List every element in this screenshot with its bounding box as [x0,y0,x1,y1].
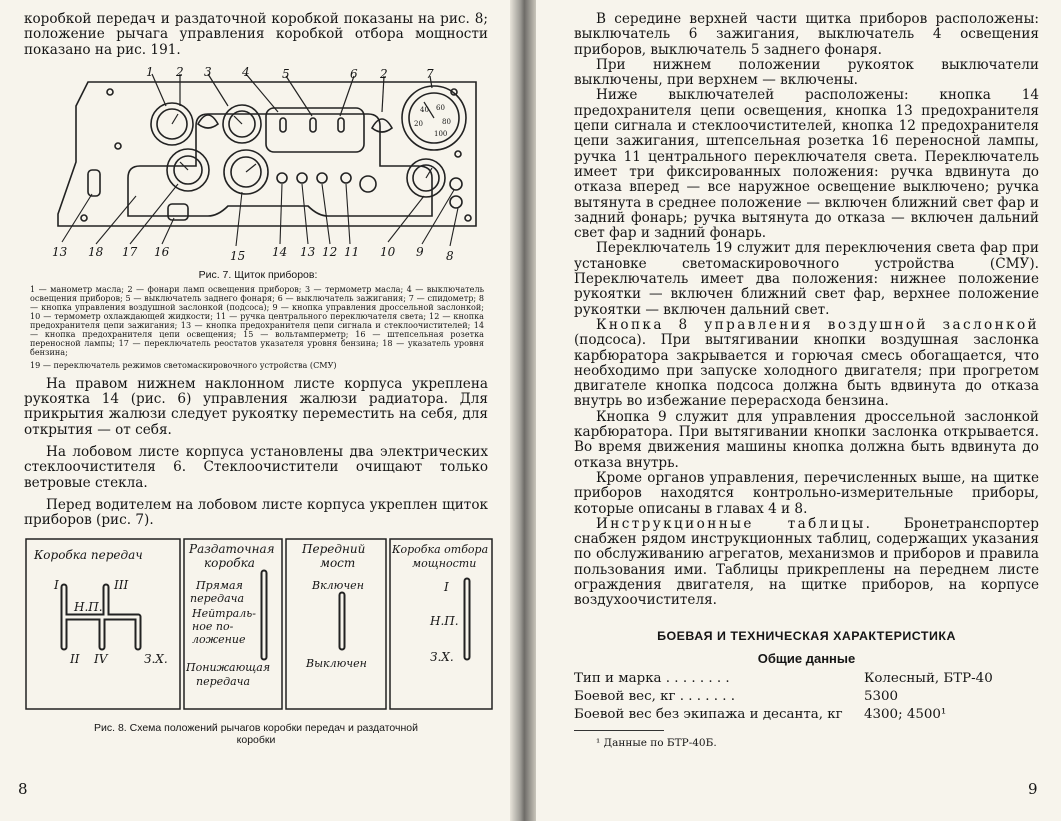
transfer-label-6: Понижающая [186,660,271,674]
page-number-left: 8 [18,780,28,798]
pto-reverse: З.Х. [430,649,454,664]
callout-5: 5 [282,66,290,81]
callout-1: 1 [146,65,154,79]
paragraph-switches: В середине верхней части щитка приборов расположены: выключатель 6 зажигания, выключатель 4 освещения приборов, выключатель 5 заднего фонаря. [574,11,1039,58]
callout-3: 3 [204,65,212,79]
figure-7-legend-last: 19 — переключатель режимов светомаскировочного устройства (СМУ) [30,359,337,370]
figure-7 [28,66,488,370]
right-page [536,0,1061,821]
intro-paragraph: коробкой передач и раздаточной коробкой показаны на рис. 8; положение рычага управления коробкой отбора мощности показано на рис. 191. [24,11,488,58]
instrument-panel-drawing [28,66,490,262]
figure-7-legend: 1 — манометр масла; 2 — фонари ламп освещения приборов; 3 — термометр масла; 4 — выключатель освещения приборов; 5 — выключатель заднего фонаря; 6 — выключатель зажигания; 7 — спидометр; 8 — кнопка управления воздушной заслонкой (подсоса); 9 — кнопка управления дроссельной заслонкой; 10 — термометр охлаждающей жидкости; 11 — ручка центрального переключателя света; 12 — кнопка предохранителя цепи зажигания; 13 — кнопка предохранителя цепи сигнала и стеклоочистителей; 14 — кнопка предохранителя цепи освещения; 15 — вольтамперметр; 16 — штепсельная розетка переносной лампы; 17 — переключатель реостатов указателя уровня бензина; 18 — указатель уровня бензина; [30,283,484,357]
figure-8-caption-2: коробки [236,733,276,746]
spec-row [574,688,1039,706]
callout-6: 6 [350,66,358,81]
gauge-label-100: 100 [434,129,448,138]
gear-1: I [54,577,59,592]
callout-13: 13 [52,244,68,259]
spec-value: Колесный, БТР-40 [864,670,993,686]
gear-reverse: З.Х. [144,651,168,666]
spec-key: Боевой вес, кг . . . . . . . [574,688,736,704]
gear-4: IV [94,651,108,666]
callout-7: 7 [426,66,434,81]
paragraph-positions: При нижнем положении рукояток выключатели выключены, при верхнем — включены. [574,56,1039,89]
transfer-label-2: передача [190,591,245,605]
gear-neutral: Н.П. [74,599,103,614]
pto-1: I [444,579,449,594]
callout-17: 17 [122,244,138,259]
callout-8: 8 [446,248,454,262]
paragraph-tables [574,517,1039,609]
callout-13b: 13 [300,244,316,259]
spec-row [574,706,1039,724]
callout-4: 4 [242,65,250,79]
figure-8-caption-1: Рис. 8. Схема положений рычагов коробки передач и раздаточной [93,721,418,734]
transfer-label-3: Нейтраль- [192,606,256,620]
transfer-title-2: коробка [204,555,255,570]
paragraph-panel: Перед водителем на лобовом листе корпуса укреплен щиток приборов (рис. 7). [24,496,488,529]
gearbox-title: Коробка передач [34,547,143,562]
figure-8 [24,537,488,746]
axle-title-2: мост [320,555,356,570]
choke-heading: Кнопка 8 управления воздушной заслонкой [596,316,1039,333]
spec-key: Тип и марка . . . . . . . . [574,670,730,686]
transfer-title-1: Раздаточная [189,541,275,556]
left-page [0,0,510,821]
choke-text: (подсоса). При вытягивании кнопки воздушная заслонка карбюратора закрывается и горючая смесь обогащается, что необходимо при запуске холодного двигателя; при прогретом двигателе кнопка подсоса должна быть вдвинута до отказа внутрь во избежание перерасхода бензина. [574,332,1039,410]
callout-18: 18 [88,244,104,259]
paragraph-wipers: На лобовом листе корпуса установлены два электрических стеклоочистителя 6. Стеклоочистители очищают только ветровые стекла. [24,444,488,491]
callout-14: 14 [272,244,288,259]
callout-16: 16 [154,244,170,259]
callout-10: 10 [380,244,396,259]
axle-off: Выключен [306,656,367,670]
footnote-rule [574,730,664,731]
callout-11: 11 [344,244,360,259]
page-number-right: 9 [1028,780,1038,798]
gear-3: III [114,577,129,592]
tables-heading: Инструкционные таблицы. [596,515,873,532]
paragraph-buttons: Ниже выключателей расположены: кнопка 14 предохранителя цепи освещения, кнопка 13 предохранителя цепи сигнала и стеклоочистителей, кнопка 12 предохранителя цепи зажигания, штепсельная розетка 16 переносной лампы, ручка 11 центрального переключателя света. Переключатель имеет три фиксированных положения: ручка вдвинута до отказа вперед — все наружное освещение выключено; ручка вытянута в среднее положение — включен ближний свет фар и задний фонарь; ручка вытянута до отказа — включен дальний свет фар и задний фонарь. [574,87,1039,242]
callout-12: 12 [322,244,338,259]
figure-7-caption: Рис. 7. Щиток приборов: [198,268,318,281]
axle-on: Включен [312,578,364,592]
pto-title-1: Коробка отбора [392,542,489,556]
gear-2: II [70,651,80,666]
transfer-label-4: ное по- [192,619,234,633]
lever-diagram [24,537,494,715]
book-gutter [510,0,536,821]
section-title: БОЕВАЯ И ТЕХНИЧЕСКАЯ ХАРАКТЕРИСТИКА [657,628,956,643]
spec-key: Боевой вес без экипажа и десанта, кг [574,706,843,722]
gauge-label-60: 60 [436,103,445,112]
callout-15: 15 [230,248,246,262]
paragraph-instruments: Кроме органов управления, перечисленных выше, на щитке приборов находятся контрольно-измерительные приборы, которые описаны в главах 4 и 8. [574,469,1039,517]
spec-value: 5300 [864,688,899,704]
axle-title-1: Передний [302,541,366,556]
gauge-label-40: 40 [420,105,429,114]
paragraph-throttle: Кнопка 9 служит для управления дроссельной заслонкой карбюратора. При вытягивании кнопки заслонка открывается. Во время движения машины кнопка должна быть вдвинута до отказа внутрь. [574,408,1039,471]
paragraph-choke [574,318,1039,410]
pto-title-2: мощности [412,556,477,570]
paragraph-radiator: На правом нижнем наклонном листе корпуса укреплена рукоятка 14 (рис. 6) управления жалюзи радиатора. Для прикрытия жалюзи следует рукоятку переместить на себя, для открытия — от себя. [24,375,488,438]
transfer-label-7: передача [196,674,251,688]
callout-2b: 2 [380,66,388,81]
subsection-title: Общие данные [757,650,856,666]
spec-value: 4300; 4500¹ [864,706,947,722]
callout-9: 9 [416,244,424,259]
gauge-label-80: 80 [442,117,451,126]
pto-neutral: Н.П. [430,613,459,628]
transfer-label-1: Прямая [196,578,243,592]
footnote: ¹ Данные по БТР-40Б. [596,736,717,749]
gauge-label-20: 20 [414,119,423,128]
transfer-label-5: ложение [192,632,246,646]
paragraph-smu: Переключатель 19 служит для переключения света фар при установке светомаскировочного устройства (СМУ). Переключатель имеет два положения: нижнее положение рукоятки — включен ближний свет фар, верхнее положение рукоятки — включен дальний свет. [574,240,1039,318]
spec-row [574,670,1039,688]
tables-text: Бронетранспортер снабжен рядом инструкционных таблиц, содержащих указания по обслуживанию агрегатов, механизмов и приборов и правила пользования ими. Таблицы прикреплены на переднем листе ограждения двигателя, на щитке приборов, на корпусе воздухоочистителя. [574,515,1040,609]
callout-2: 2 [176,65,184,79]
